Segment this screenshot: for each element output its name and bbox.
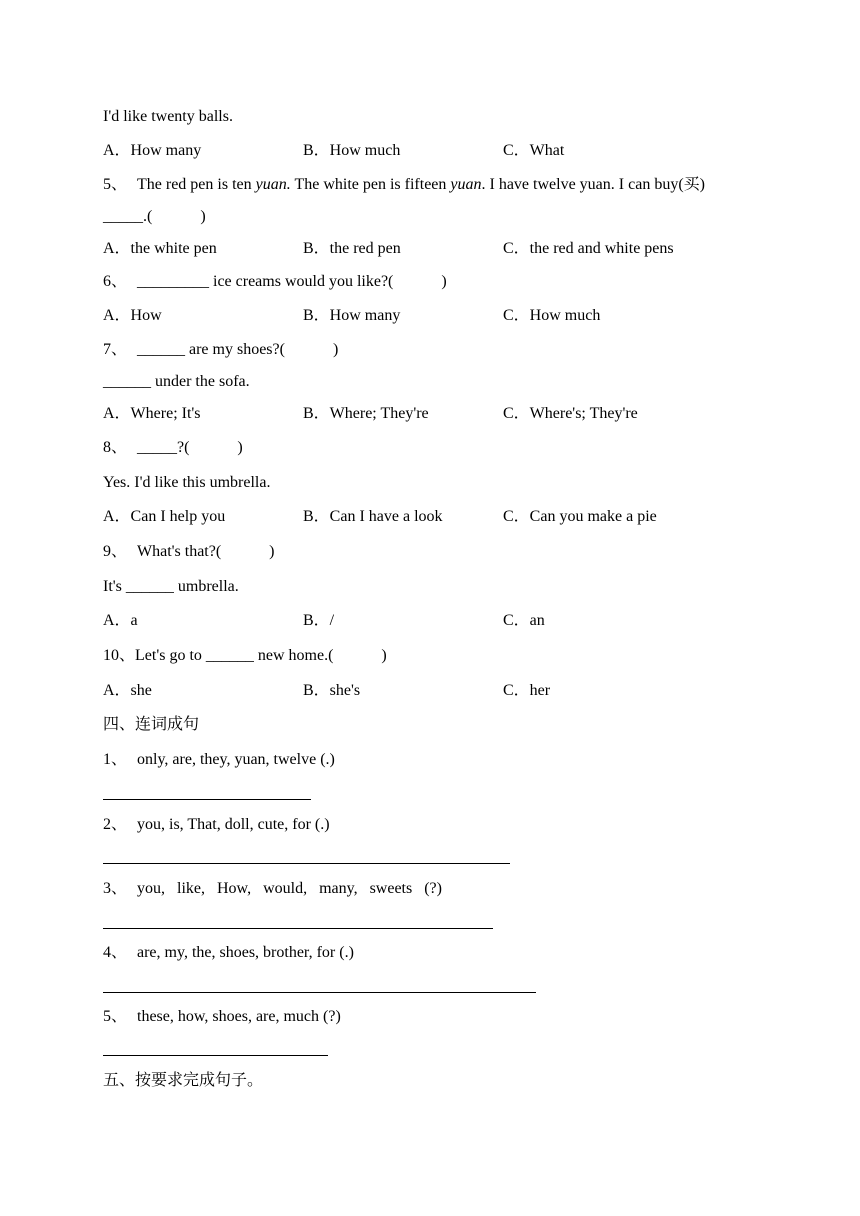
q5-text-2: The white pen is fifteen [290,176,451,193]
q5-question [103,175,705,195]
q5-text-1: The red pen is ten [137,176,256,193]
q5-number: 5、 [103,176,128,193]
q10-option-b: B．she's [303,682,361,699]
q7-question [103,340,338,360]
q10-question [103,646,387,666]
q10-number: 10、 [103,647,136,664]
q5-option-c: C．the red and white pens [503,240,674,257]
q6-text: _________ ice creams would you like?( ) [137,273,447,290]
q5-text-3: . I have twelve yuan. I can buy(买) [481,176,705,193]
q5-option-b: B．the red pen [303,240,401,257]
q5-question-line2: _____.( ) [103,208,206,225]
section4-title: 四、连词成句 [103,716,200,733]
section4-item-5-answer-line[interactable] [103,1055,328,1056]
q9-number: 9、 [103,543,128,560]
q9-answer-text: It's ______ umbrella. [103,578,239,595]
section4-item-2-answer-line[interactable] [103,863,510,864]
section4-item-3 [103,879,442,899]
section4-item-1-text: only, are, they, yuan, twelve (.) [137,751,335,768]
section4-item-3-answer-line[interactable] [103,928,493,929]
q7-option-a: A．Where; It's [103,405,201,422]
section4-item-4-answer-line[interactable] [103,992,536,993]
q9-text: What's that?( ) [137,543,275,560]
q7-answer-text: ______ under the sofa. [103,373,250,390]
section4-item-1-answer-line[interactable] [103,799,311,800]
q5-italic-1: yuan. [255,176,291,193]
q6-option-a: A．How [103,307,162,324]
q10-option-a: A．she [103,682,152,699]
q9-option-a: A．a [103,612,138,629]
section4-item-4-text: are, my, the, shoes, brother, for (.) [137,944,354,961]
q9-question [103,542,275,562]
q6-option-c: C．How much [503,307,601,324]
q8-option-b: B．Can I have a look [303,508,443,525]
q7-number: 7、 [103,341,128,358]
section4-item-5-text: these, how, shoes, are, much (?) [137,1008,341,1025]
section5-title: 五、按要求完成句子。 [103,1072,264,1089]
q6-question [103,272,447,292]
q5-italic-2: yuan [450,176,482,193]
q4-option-a: A．How many [103,142,202,159]
q7-option-b: B．Where; They're [303,405,429,422]
q8-number: 8、 [103,439,128,456]
section4-item-1 [103,750,335,770]
q4-option-c: C．What [503,142,565,159]
q8-option-c: C．Can you make a pie [503,508,657,525]
section4-item-1-number: 1、 [103,751,128,768]
q8-question [103,438,243,458]
q7-option-c: C．Where's; They're [503,405,638,422]
section4-item-2-text: you, is, That, doll, cute, for (.) [137,816,330,833]
q6-option-b: B．How many [303,307,401,324]
q9-option-b: B．/ [303,612,335,629]
q8-answer-text: Yes. I'd like this umbrella. [103,474,271,491]
q6-number: 6、 [103,273,128,290]
q8-text: _____?( ) [137,439,243,456]
q10-option-c: C．her [503,682,551,699]
section4-item-3-number: 3、 [103,880,128,897]
q5-option-a: A．the white pen [103,240,217,257]
section4-item-5 [103,1007,341,1027]
section4-item-5-number: 5、 [103,1008,128,1025]
q8-option-a: A．Can I help you [103,508,226,525]
section4-item-2 [103,815,330,835]
q4-answer-text: I'd like twenty balls. [103,108,233,125]
q9-option-c: C．an [503,612,545,629]
q10-text: Let's go to ______ new home.( ) [135,647,387,664]
section4-item-2-number: 2、 [103,816,128,833]
section4-item-3-text: you, like, How, would, many, sweets (?) [137,880,442,897]
q7-text: ______ are my shoes?( ) [137,341,339,358]
section4-item-4 [103,943,354,963]
section4-item-4-number: 4、 [103,944,128,961]
q4-option-b: B．How much [303,142,401,159]
